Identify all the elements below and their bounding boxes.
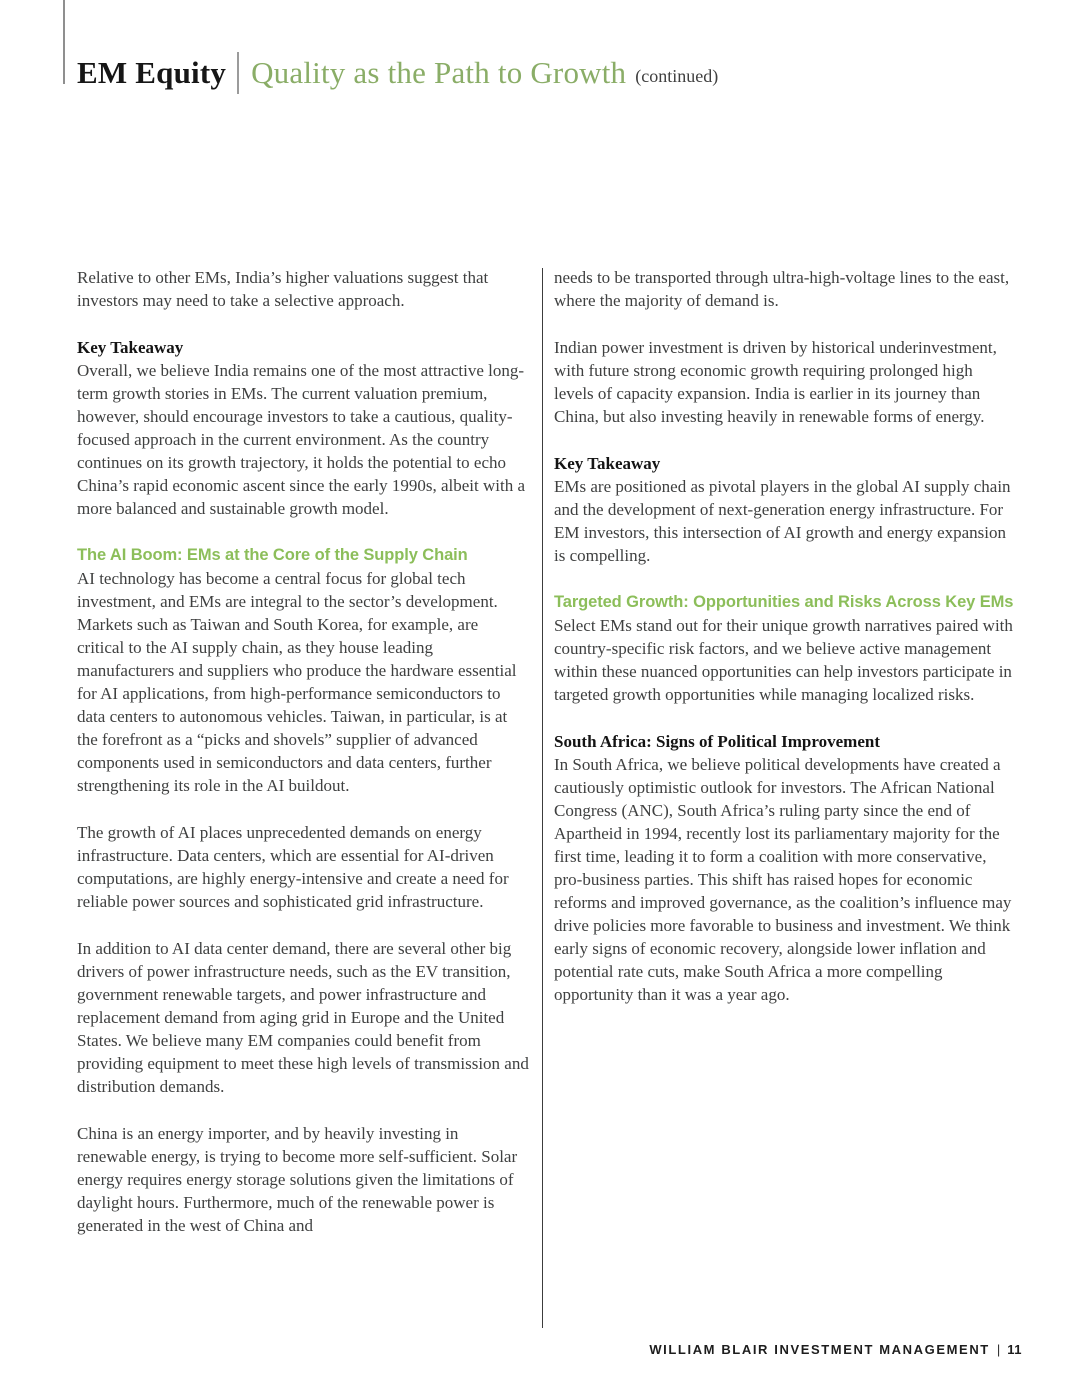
paragraph: Relative to other EMs, India’s higher valuations suggest that investors may need to take a selective approach. [77,268,489,310]
header-divider-rule [237,52,239,94]
footer-page-number: 11 [1007,1342,1022,1357]
column-divider-rule [542,268,543,1328]
page-title: Quality as the Path to Growth [251,55,627,90]
body-column-left [77,266,529,1237]
paragraph: needs to be transported through ultra-high-voltage lines to the east, where the majority of demand is. [554,268,1010,310]
paragraph: AI technology has become a central focus for global tech investment, and EMs are integral to the sector’s development. Markets such as Taiwan and South Korea, for example, are critical to the AI supply chain, as they house leading manufacturers and suppliers who produce the hardware essential for AI applications, from high-performance semiconductors to data centers to autonomous vehicles. Taiwan, in particular, is at the forefront as a “picks and shovels” supplier of advanced components used in semiconductors and data centers, further strengthening its role in the AI buildout. [77,569,517,795]
page-footer [649,1342,1022,1357]
paragraph: Indian power investment is driven by historical underinvestment, with future strong economic growth requiring prolonged high levels of capacity expansion. India is earlier in its journey than China, but also investing heavily in renewable forms of energy. [554,338,997,426]
footer-company-name: WILLIAM BLAIR INVESTMENT MANAGEMENT [649,1342,990,1357]
page-edge-rule [63,0,65,84]
bold-heading: South Africa: Signs of Political Improvement [554,732,880,751]
page-title-suffix: (continued) [635,65,719,86]
paragraph: In South Africa, we believe political developments have created a cautiously optimistic outlook for investors. The African National Congress (ANC), South Africa’s ruling party since the end of Apartheid in 1994, recently lost its parliamentary majority for the first time, leading it to form a coalition with more conservative, pro-business parties. This shift has raised hopes for economic reforms and improved governance, as the coalition’s influence may drive policies more favorable to business and investment. We think early signs of economic recovery, alongside lower inflation and potential rate cuts, make South Africa a more compelling opportunity than it was a year ago. [554,755,1012,1004]
footer-separator: | [996,1342,1001,1357]
paragraph: In addition to AI data center demand, there are several other big drivers of power infrastructure needs, such as the EV transition, government renewable targets, and power infrastructure and replacement demand from aging grid in Europe and the United States. We believe many EM companies could benefit from providing equipment to meet these high levels of transmission and distribution demands. [77,939,529,1096]
green-heading: Targeted Growth: Opportunities and Risks Across Key EMs [554,593,1014,611]
bold-heading: Key Takeaway [554,454,661,473]
body-column-right [554,266,1014,1006]
page-header [77,52,718,94]
bold-heading: Key Takeaway [77,338,184,357]
paragraph: Select EMs stand out for their unique growth narratives paired with country-specific risk factors, and we believe active management within these nuanced opportunities can help investors participate in targeted growth opportunities while managing localized risks. [554,616,1013,704]
section-label: EM Equity [77,55,227,90]
paragraph: The growth of AI places unprecedented demands on energy infrastructure. Data centers, which are essential for AI-driven computations, are highly energy-intensive and create a need for reliable power sources and sophisticated grid infrastructure. [77,823,509,911]
green-heading: The AI Boom: EMs at the Core of the Supply Chain [77,546,468,564]
paragraph: EMs are positioned as pivotal players in the global AI supply chain and the development of next-generation energy infrastructure. For EM investors, this intersection of AI growth and energy expansion is compelling. [554,477,1011,565]
paragraph: Overall, we believe India remains one of the most attractive long-term growth stories in EMs. The current valuation premium, however, should encourage investors to take a cautious, quality-focused approach in the current environment. As the country continues on its growth trajectory, it holds the potential to echo China’s rapid economic ascent since the early 1990s, albeit with a more balanced and sustainable growth model. [77,361,526,518]
paragraph: China is an energy importer, and by heavily investing in renewable energy, is trying to become more self-sufficient. Solar energy requires energy storage solutions given the limitations of daylight hours. Furthermore, much of the renewable power is generated in the west of China and [77,1124,518,1235]
